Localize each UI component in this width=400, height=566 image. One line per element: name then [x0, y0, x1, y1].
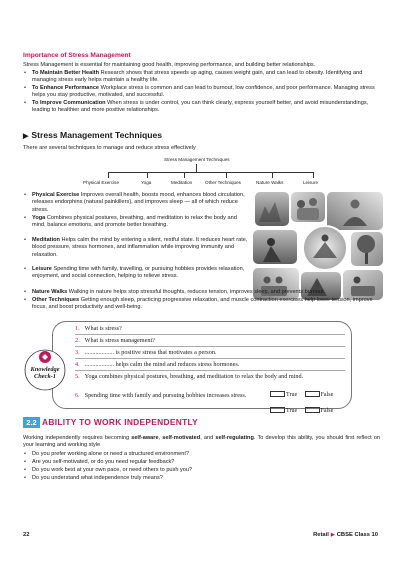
- kc-question: [75, 325, 345, 335]
- diagram-connector: [184, 172, 185, 178]
- diagram-leaf: Nature Walks: [256, 180, 284, 185]
- bullet-title: To Enhance Performance: [32, 85, 100, 91]
- diagram-leaf: Yoga: [141, 180, 152, 185]
- question-text: Yoga combines physical postures, breathing, and meditation to relax the body and mind.: [84, 373, 304, 380]
- question-text: ................... is positive stress that motivates a person.: [84, 349, 217, 356]
- importance-heading: Importance of Stress Management: [23, 52, 131, 59]
- diagram-connector: [272, 172, 273, 178]
- true-label: True: [286, 392, 298, 398]
- section-bullet: • Do you understand what independence truly means?: [23, 475, 380, 482]
- intro-text: . To develop this ability, you should first reflect on your learning and working style: [23, 435, 381, 449]
- false-label: False: [320, 408, 334, 414]
- intro-bold: self-aware: [131, 435, 159, 441]
- diagram-leaf: Meditation: [171, 180, 193, 185]
- triangle-bullet-icon: ▶: [23, 133, 29, 140]
- section-number: 2.2: [23, 417, 40, 428]
- bullet-title: Nature Walks: [32, 289, 68, 295]
- true-label: True: [286, 408, 298, 414]
- false-option[interactable]: [305, 407, 334, 414]
- bullet-text: Spending time with family, travelling, or pursuing hobbies provides relaxation, enjoyment, and social connection, helping to relieve stress.: [32, 266, 245, 280]
- page-number: 22: [23, 532, 30, 538]
- bullet-title: Other Techniques: [32, 297, 80, 303]
- true-false-options: [270, 399, 333, 417]
- section-intro: [23, 435, 380, 450]
- diagram-connector: [108, 172, 109, 178]
- diagram-leaf: Physical Exercise: [83, 180, 119, 185]
- photo-collage-image: [253, 192, 385, 300]
- importance-bullet: [23, 85, 380, 100]
- bullet-title: Leisure: [32, 266, 52, 272]
- badge-line2: Check-1: [33, 373, 56, 380]
- bullet-text: Research shows that stress speeds up aging, causes weight gain, and can lead to obesity. Identifying and managing stress early helps maintain a healthy life.: [32, 70, 363, 84]
- question-text: What is stress?: [84, 325, 122, 332]
- footer-series-text: CBSE Class 10: [336, 532, 378, 538]
- footer-book: Retail: [313, 532, 329, 538]
- checkbox-icon[interactable]: [305, 407, 320, 413]
- bullet-text: Improves overall health, boosts mood, enhances blood circulation, releases endorphins (natural painkillers), and improves sleep — all of which reduce stress.: [32, 192, 245, 213]
- kc-question: [75, 373, 345, 382]
- bullet-text: When stress is under control, you can think clearly, express yourself better, and avoid misunderstandings, leading to healthier and more positive relationships.: [32, 100, 369, 114]
- question-number: 1.: [75, 325, 80, 332]
- technique-bullet: [23, 237, 251, 259]
- kc-question: [75, 349, 345, 359]
- question-text: What is stress management?: [84, 337, 155, 344]
- diagram-root: Stress Management Techniques: [164, 157, 230, 162]
- intro-text: Working independently requires becoming: [23, 435, 132, 441]
- question-number: 4.: [75, 361, 80, 368]
- intro-text: , and: [200, 435, 216, 441]
- question-text: ................... helps calm the mind and reduces stress hormones.: [84, 361, 240, 368]
- bullet-title: To Maintain Better Health: [32, 70, 100, 76]
- technique-bullet: [23, 266, 251, 281]
- techniques-heading: [23, 130, 162, 140]
- technique-bullet: [23, 297, 380, 312]
- stress-relief-photo-collage: [253, 192, 385, 300]
- diagram-connector: [226, 172, 227, 178]
- badge-line1: Knowledge: [30, 366, 60, 373]
- techniques-intro: There are several techniques to manage and reduce stress effectively: [23, 145, 196, 151]
- bullet-title: Physical Exercise: [32, 192, 80, 198]
- question-number: 2.: [75, 337, 80, 344]
- bullet-text: Combines physical postures, breathing, and meditation to relax the body and mind, balance emotions, and promote better breathing.: [32, 215, 237, 229]
- bullet-text: Helps calm the mind by entering a silent, restful state. It reduces heart rate, blood pressure, stress hormones, and inflammation while improving immunity and relaxation.: [32, 237, 248, 258]
- bullet-title: To Improve Communication: [32, 100, 106, 106]
- bullet-text: Walking in nature helps stop stressful thoughts, reduces tension, improves sleep, and prevents burnout.: [67, 289, 326, 295]
- importance-bullet: [23, 70, 380, 85]
- true-option[interactable]: [270, 407, 297, 414]
- question-text: Spending time with family and pursuing hobbies increases stress.: [84, 392, 247, 399]
- diagram-leaf: Leisure: [303, 180, 319, 185]
- question-number: 3.: [75, 349, 80, 356]
- arrow-icon: ▶: [330, 532, 335, 538]
- false-label: False: [320, 392, 334, 398]
- importance-bullet: [23, 100, 380, 115]
- section-bullet: • Do you prefer working alone or need a structured environment?: [23, 451, 380, 458]
- diagram-connector: [147, 172, 148, 178]
- intro-bold: self-motivated: [162, 435, 201, 441]
- bullet-title: Yoga: [32, 215, 46, 221]
- bullet-title: Meditation: [32, 237, 60, 243]
- importance-intro: Stress Management is essential for maintaining good health, improving performance, and building better relationships.: [23, 62, 316, 68]
- technique-bullet: [23, 215, 251, 230]
- technique-bullet: [23, 192, 251, 214]
- diagram-connector: [108, 172, 313, 173]
- question-number: 6.: [75, 392, 80, 399]
- technique-bullet: [23, 289, 380, 296]
- kc-question: [75, 337, 345, 347]
- techniques-heading-text: Stress Management Techniques: [31, 130, 163, 140]
- knowledge-check-badge: [23, 348, 67, 392]
- intro-text: ,: [158, 435, 163, 441]
- bullet-text: Getting enough sleep, practicing progressive relaxation, and muscle contraction exercises help lower tension, improve focus, and boost productivity and well-being.: [32, 297, 373, 311]
- bullet-text: Workplace stress is common and can lead to burnout, low confidence, and poor performance. Managing stress helps you stay productive, motivated, and successful.: [32, 85, 375, 99]
- kc-question: [75, 361, 345, 371]
- section-bullet: • Are you self-motivated, or do you need regular feedback?: [23, 459, 380, 466]
- section-bullet: • Do you work best at your own pace, or need others to push you?: [23, 467, 380, 474]
- intro-bold: self-regulating: [215, 435, 254, 441]
- diagram-connector: [196, 164, 197, 172]
- footer-series: [313, 532, 378, 538]
- checkbox-icon[interactable]: [270, 407, 285, 413]
- diagram-connector: [313, 172, 314, 178]
- diagram-leaf: Other Techniques: [205, 180, 241, 185]
- section-title: ABILITY TO WORK INDEPENDENTLY: [42, 417, 199, 427]
- question-number: 5.: [75, 373, 80, 380]
